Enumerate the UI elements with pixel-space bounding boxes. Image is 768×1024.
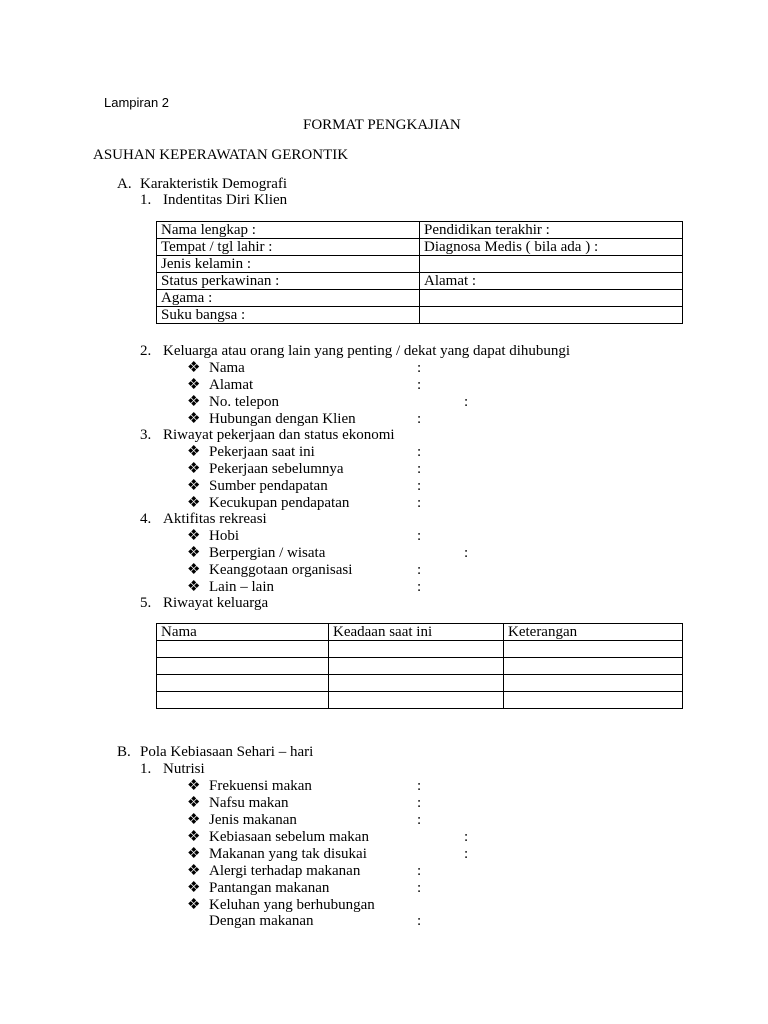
family-history-heading: Riwayat keluarga (163, 595, 269, 611)
field-colon: : (417, 795, 422, 811)
field-colon: : (417, 495, 422, 511)
diamond-bullet-icon: ❖ (187, 377, 201, 393)
diamond-bullet-icon: ❖ (187, 897, 201, 913)
section-b-title: Pola Kebiasaan Sehari – hari (140, 744, 314, 760)
nutrition-heading: Nutrisi (163, 761, 205, 777)
section-a-title: Karakteristik Demografi (140, 176, 288, 192)
table-cell: Pendidikan terakhir : (420, 222, 683, 239)
table-cell (504, 658, 683, 675)
diamond-bullet-icon: ❖ (187, 579, 201, 595)
table-cell (420, 256, 683, 273)
field-colon: : (464, 846, 469, 862)
table-row (157, 675, 683, 692)
recreation-heading: Aktifitas rekreasi (163, 511, 267, 527)
field-colon: : (417, 478, 422, 494)
field-label: Alamat (209, 377, 254, 393)
document-subtitle: ASUHAN KEPERAWATAN GERONTIK (93, 147, 349, 163)
item-number: 3. (140, 427, 152, 443)
table-cell (329, 675, 504, 692)
diamond-bullet-icon: ❖ (187, 829, 201, 845)
diamond-bullet-icon: ❖ (187, 461, 201, 477)
table-cell (504, 692, 683, 709)
table-cell (420, 290, 683, 307)
table-cell (329, 692, 504, 709)
section-b-label: B. (117, 744, 131, 760)
table-cell (157, 641, 329, 658)
table-cell: Suku bangsa : (157, 307, 420, 324)
diamond-bullet-icon: ❖ (187, 478, 201, 494)
table-header-row (157, 624, 683, 641)
field-colon: : (417, 562, 422, 578)
family-history-table (156, 623, 683, 709)
field-colon: : (417, 360, 422, 376)
diamond-bullet-icon: ❖ (187, 812, 201, 828)
table-row (157, 641, 683, 658)
table-cell (420, 307, 683, 324)
diamond-bullet-icon: ❖ (187, 528, 201, 544)
field-label: Nafsu makan (209, 795, 289, 811)
table-row (157, 307, 683, 324)
field-colon: : (417, 880, 422, 896)
table-cell (504, 641, 683, 658)
employment-heading: Riwayat pekerjaan dan status ekonomi (163, 427, 395, 443)
field-label: Berpergian / wisata (209, 545, 326, 561)
item-number: 4. (140, 511, 152, 527)
field-colon: : (464, 394, 469, 410)
field-colon: : (417, 444, 422, 460)
diamond-bullet-icon: ❖ (187, 360, 201, 376)
table-row (157, 256, 683, 273)
table-cell: Nama lengkap : (157, 222, 420, 239)
table-cell: Jenis kelamin : (157, 256, 420, 273)
table-cell: Agama : (157, 290, 420, 307)
field-colon: : (464, 829, 469, 845)
lampiran-label: Lampiran 2 (104, 95, 170, 110)
diamond-bullet-icon: ❖ (187, 863, 201, 879)
field-label: Pantangan makanan (209, 880, 330, 896)
identity-table (156, 221, 683, 324)
item-number: 1. (140, 192, 152, 208)
document-title: FORMAT PENGKAJIAN (303, 117, 461, 133)
table-row (157, 290, 683, 307)
table-cell (157, 675, 329, 692)
table-row (157, 273, 683, 290)
field-label: Makanan yang tak disukai (209, 846, 367, 862)
contact-heading: Keluarga atau orang lain yang penting / dekat yang dapat dihubungi (163, 343, 571, 359)
diamond-bullet-icon: ❖ (187, 495, 201, 511)
diamond-bullet-icon: ❖ (187, 545, 201, 561)
field-label: Kecukupan pendapatan (209, 495, 350, 511)
field-colon: : (417, 812, 422, 828)
field-label: Alergi terhadap makanan (209, 863, 361, 879)
field-label: Nama (209, 360, 245, 376)
diamond-bullet-icon: ❖ (187, 846, 201, 862)
table-cell (157, 658, 329, 675)
header-cell: Keadaan saat ini (329, 624, 504, 641)
field-label: Keluhan yang berhubungan (209, 897, 375, 913)
field-label-continuation: Dengan makanan (209, 913, 314, 929)
table-cell (157, 692, 329, 709)
field-colon: : (417, 461, 422, 477)
table-cell: Diagnosa Medis ( bila ada ) : (420, 239, 683, 256)
header-cell: Keterangan (504, 624, 683, 641)
table-cell (329, 658, 504, 675)
diamond-bullet-icon: ❖ (187, 795, 201, 811)
table-row (157, 222, 683, 239)
item-number: 1. (140, 761, 152, 777)
diamond-bullet-icon: ❖ (187, 444, 201, 460)
field-colon: : (417, 411, 422, 427)
diamond-bullet-icon: ❖ (187, 411, 201, 427)
table-cell: Status perkawinan : (157, 273, 420, 290)
field-colon: : (417, 528, 422, 544)
field-label: Hubungan dengan Klien (209, 411, 356, 427)
field-label: Pekerjaan sebelumnya (209, 461, 344, 477)
field-colon: : (417, 778, 422, 794)
field-label: Hobi (209, 528, 239, 544)
field-colon: : (464, 545, 469, 561)
field-label: Kebiasaan sebelum makan (209, 829, 369, 845)
field-label: No. telepon (209, 394, 279, 410)
field-colon: : (417, 377, 422, 393)
table-row (157, 239, 683, 256)
item-number: 5. (140, 595, 152, 611)
table-row (157, 692, 683, 709)
field-label: Pekerjaan saat ini (209, 444, 315, 460)
table-cell (504, 675, 683, 692)
identity-heading: Indentitas Diri Klien (163, 192, 288, 208)
field-label: Keanggotaan organisasi (209, 562, 353, 578)
field-label: Jenis makanan (209, 812, 297, 828)
diamond-bullet-icon: ❖ (187, 778, 201, 794)
field-label: Lain – lain (209, 579, 274, 595)
diamond-bullet-icon: ❖ (187, 394, 201, 410)
diamond-bullet-icon: ❖ (187, 880, 201, 896)
item-number: 2. (140, 343, 152, 359)
table-cell: Alamat : (420, 273, 683, 290)
table-cell (329, 641, 504, 658)
field-colon: : (417, 913, 422, 929)
field-colon: : (417, 863, 422, 879)
field-label: Frekuensi makan (209, 778, 312, 794)
table-cell: Tempat / tgl lahir : (157, 239, 420, 256)
table-row (157, 658, 683, 675)
field-label: Sumber pendapatan (209, 478, 328, 494)
header-cell: Nama (157, 624, 329, 641)
field-colon: : (417, 579, 422, 595)
diamond-bullet-icon: ❖ (187, 562, 201, 578)
section-a-label: A. (117, 176, 132, 192)
